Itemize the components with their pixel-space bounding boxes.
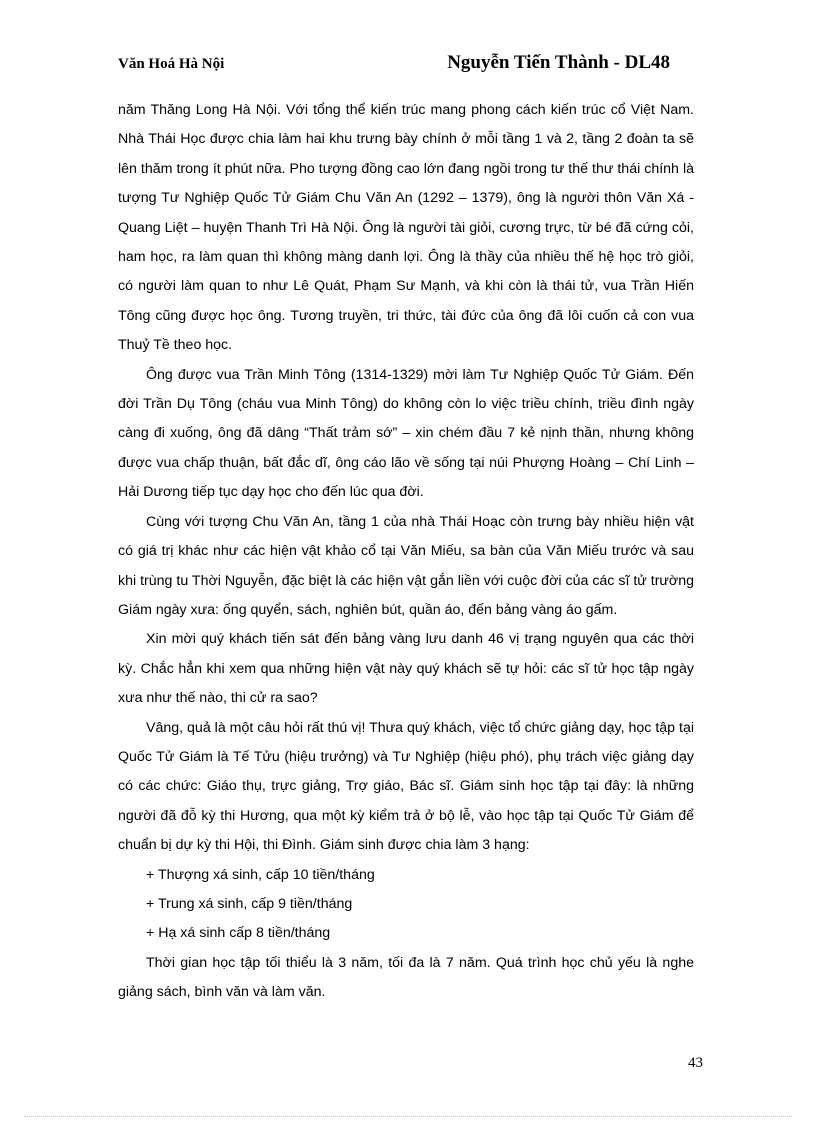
list-item: + Trung xá sinh, cấp 9 tiền/tháng — [146, 895, 353, 912]
paragraph: Thời gian học tập tối thiểu là 3 năm, tối đa là 7 năm. Quá trình học chủ yếu là nghe giảng sách, bình văn và làm văn. — [118, 954, 694, 1001]
paragraph: Cùng với tượng Chu Văn An, tầng 1 của nhà Thái Hoạc còn trưng bày nhiều hiện vật có giá trị khác như các hiện vật khảo cổ tại Văn Miếu, sa bàn của Văn Miếu trước và sau khi trùng tu Thời Nguyễn, đặc biệt là các hiện vật gắn liền với cuộc đời của các sĩ tử trường Giám ngày xưa: ống quyển, sách, nghiên bút, quần áo, đến bảng vàng áo gấm. — [118, 513, 694, 618]
page-header — [118, 52, 698, 82]
header-title: Văn Hoá Hà Nội — [118, 56, 225, 72]
header-author: Nguyễn Tiến Thành - DL48 — [447, 52, 670, 73]
paragraph: Vâng, quả là một câu hỏi rất thú vị! Thưa quý khách, việc tổ chức giảng dạy, học tập tại Quốc Tử Giám là Tế Tửu (hiệu trưởng) và Tư Nghiệp (hiệu phó), phụ trách việc giảng dạy có các chức: Giáo thụ, trực giảng, Trợ giáo, Bác sĩ. Giám sinh học tập tại đây: là những người đã đỗ kỳ thi Hương, qua một kỳ kiểm trả ở bộ lễ, vào học tập tại Quốc Tử Giám để chuẩn bị dự kỳ thi Hội, thi Đình. Giám sinh được chia làm 3 hạng: — [118, 719, 694, 854]
paragraph: Xin mời quý khách tiến sát đến bảng vàng lưu danh 46 vị trạng nguyên qua các thời kỳ. Chắc hẳn khi xem qua những hiện vật này quý khách sẽ tự hỏi: các sĩ tử học tập ngày xưa như thế nào, thi cử ra sao? — [118, 631, 694, 707]
paragraph: năm Thăng Long Hà Nội. Với tổng thể kiến trúc mang phong cách kiến trúc cổ Việt Nam. Nhà Thái Học được chia làm hai khu trưng bày chính ở mỗi tầng 1 và 2, tầng 2 đoàn ta sẽ lên thăm trong ít phút nữa. Pho tượng đồng cao lớn đang ngồi trong tư thế thư thái chính là tượng Tư Nghiệp Quốc Tử Giám Chu Văn An (1292 – 1379), ông là người thôn Văn Xá - Quang Liệt – huyện Thanh Trì Hà Nội. Ông là người tài giỏi, cương trực, từ bé đã cứng cỏi, ham học, ra làm quan thì không màng danh lợi. Ông là thầy của nhiều thế hệ học trò giỏi, có người làm quan to như Lê Quát, Phạm Sư Mạnh, và khi còn là thái tử, vua Trần Hiến Tông cũng được học ông. Tương truyền, tri thức, tài đức của ông đã lôi cuốn cả con vua Thuỷ Tề theo học. — [118, 102, 694, 354]
body-text — [118, 96, 694, 1008]
list-item: + Hạ xá sinh cấp 8 tiền/tháng — [146, 925, 331, 942]
paragraph: Ông được vua Trần Minh Tông (1314-1329) mời làm Tư Nghiệp Quốc Tử Giám. Đến đời Trần Dụ Tông (cháu vua Minh Tông) do không còn lo việc triều chính, triều đình ngày càng đi xuống, ông đã dâng “Thất trảm sớ” – xin chém đầu 7 kẻ nịnh thần, nhưng không được vua chấp thuận, bất đắc dĩ, ông cáo lão về sống tại núi Phượng Hoàng – Chí Linh – Hải Dương tiếp tục dạy học cho đến lúc qua đời. — [118, 366, 694, 501]
list-item: + Thượng xá sinh, cấp 10 tiền/tháng — [146, 866, 375, 883]
page-number: 43 — [688, 1055, 703, 1071]
page-divider — [24, 1116, 792, 1117]
